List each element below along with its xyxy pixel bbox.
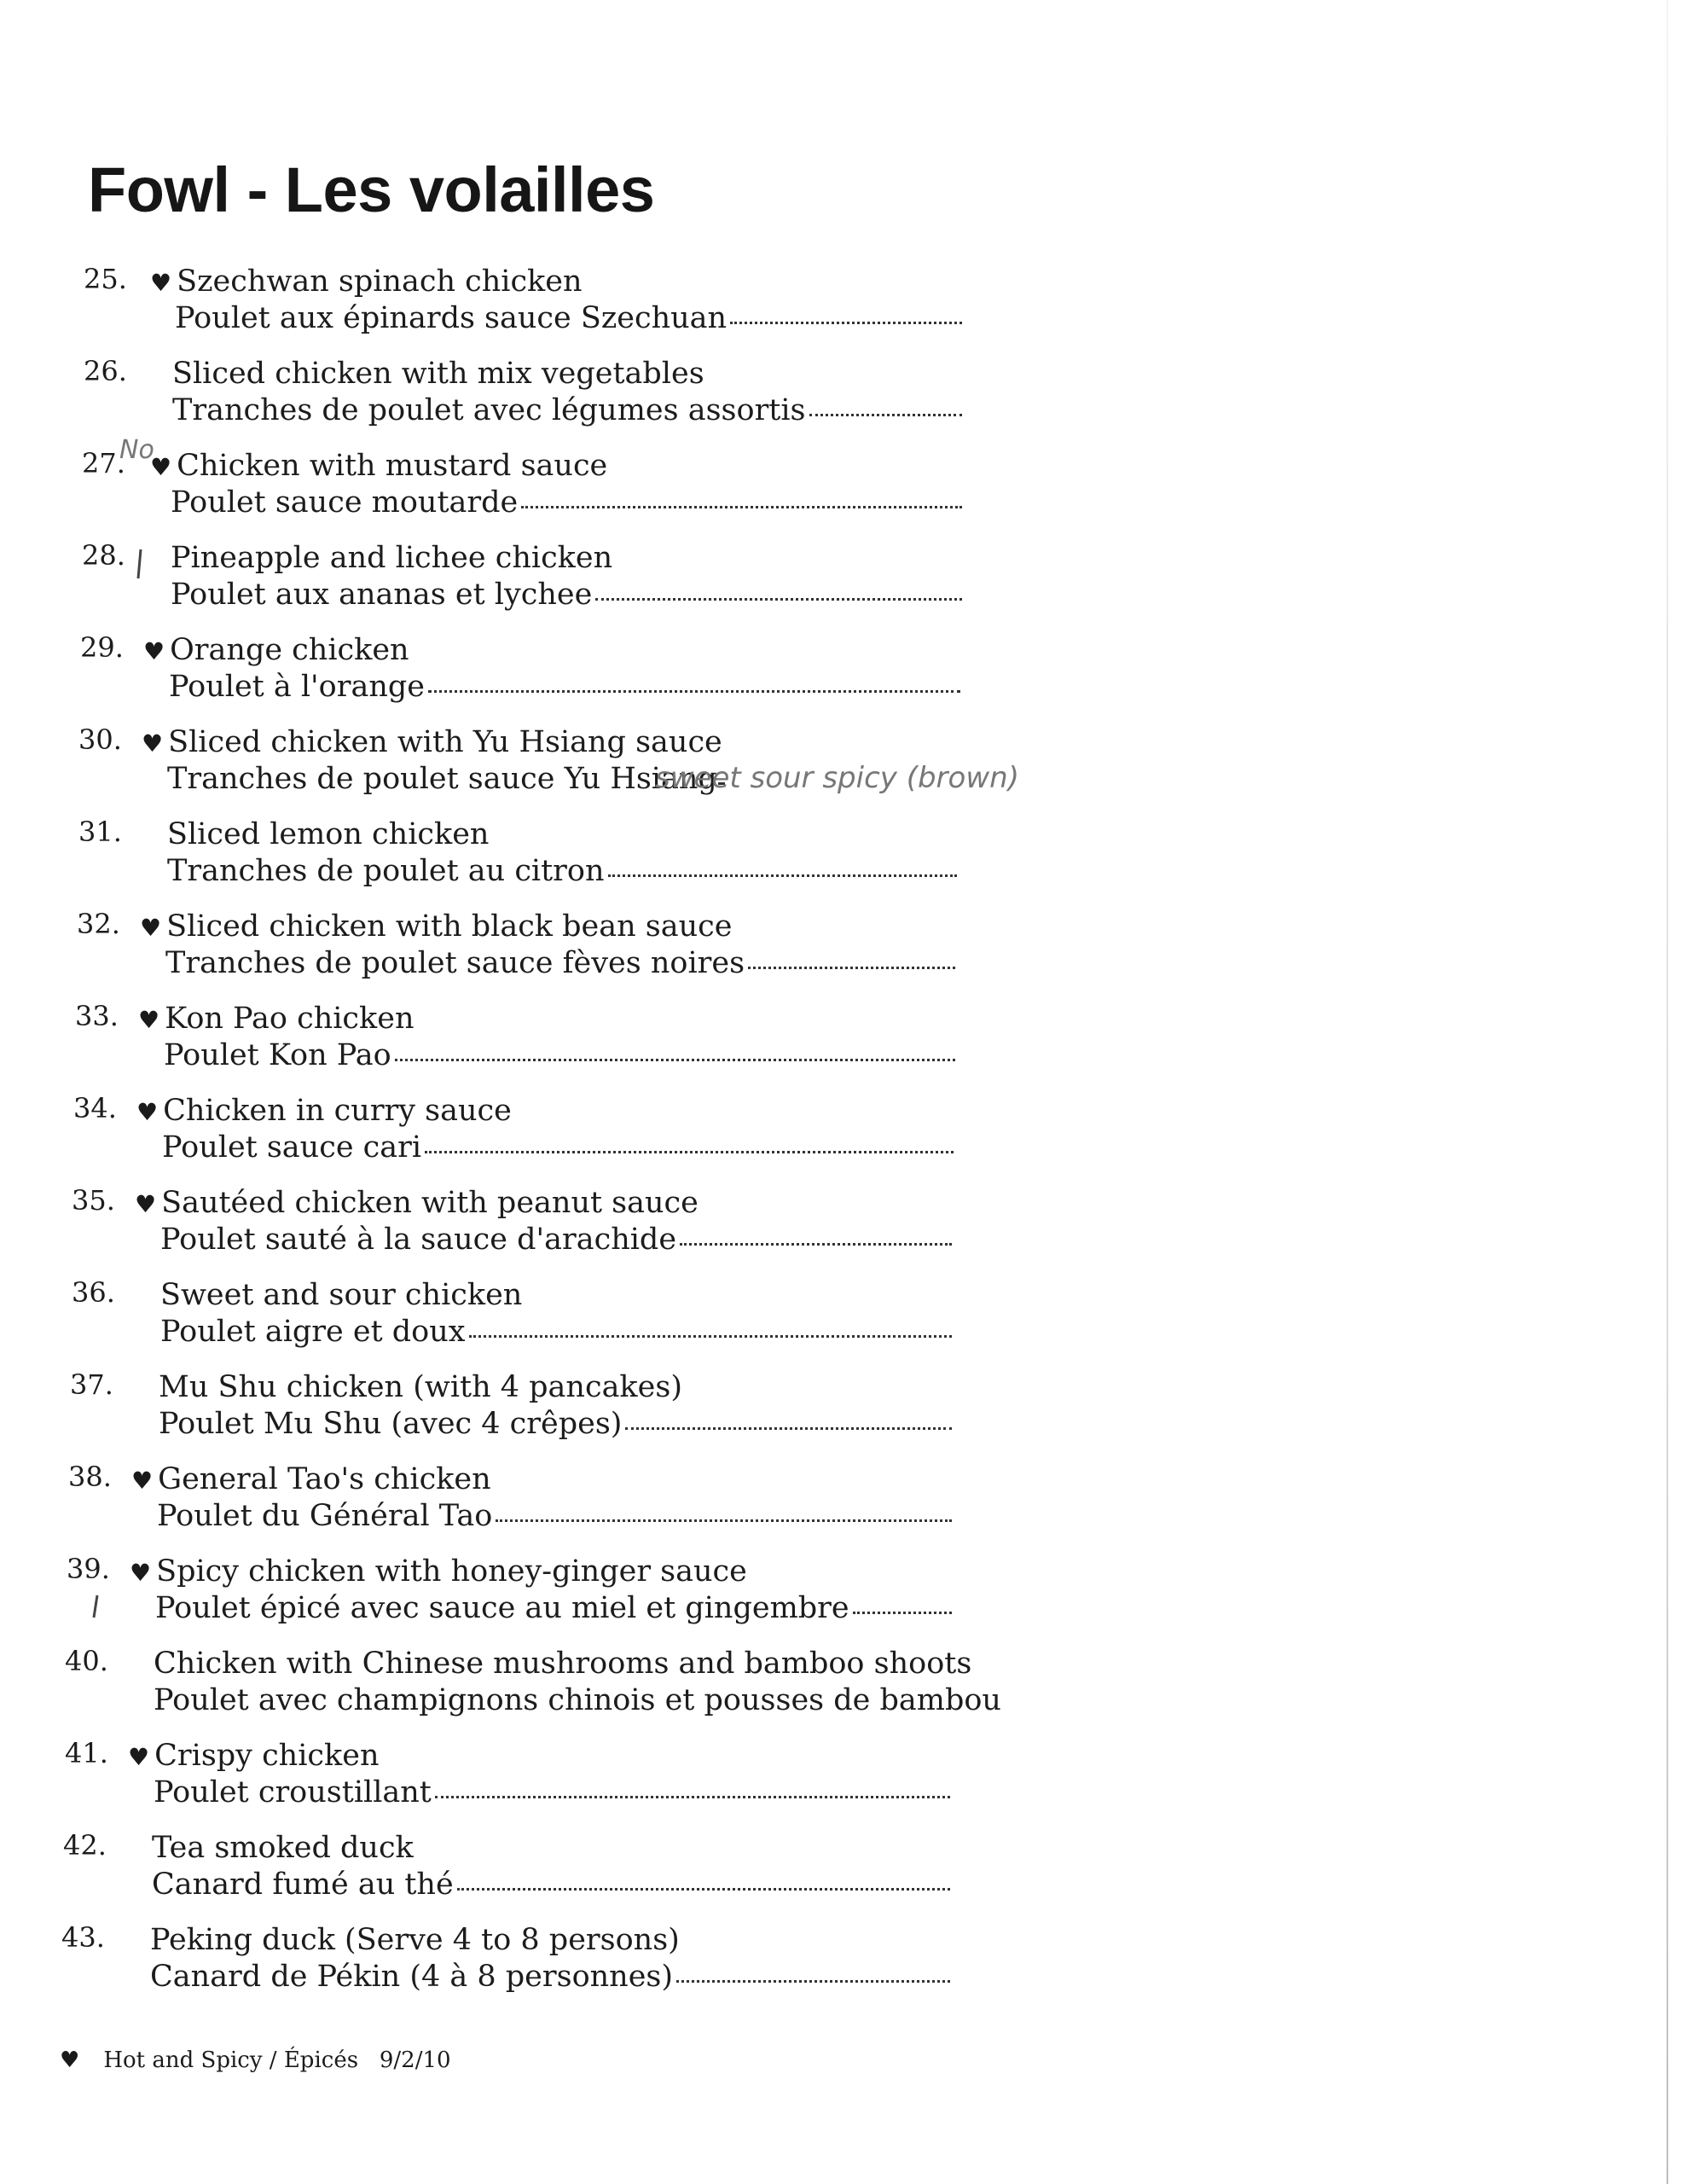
menu-item-34 — [73, 1085, 960, 1170]
menu-list — [0, 256, 1687, 2048]
item-name-en — [143, 633, 409, 667]
dot-leader — [748, 966, 955, 969]
item-name-en-text: Sautéed chicken with peanut sauce — [161, 1186, 699, 1220]
menu-item-40 — [65, 1638, 1001, 1723]
dot-leader — [680, 1242, 952, 1246]
menu-item-30 — [78, 717, 1085, 802]
dot-leader — [595, 597, 962, 601]
menu-item-35 — [72, 1177, 959, 1263]
dot-leader — [730, 321, 962, 324]
dot-leader — [496, 1519, 952, 1522]
item-number: 35. — [72, 1184, 115, 1217]
hot-and-spicy-icon: ♥ — [140, 914, 162, 942]
item-name-fr-line — [154, 1683, 1001, 1717]
item-number: 36. — [72, 1276, 115, 1309]
footer-legend-text: Hot and Spicy / Épicés — [103, 2048, 359, 2073]
dot-leader — [395, 1058, 955, 1061]
item-name-en-text: Peking duck (Serve 4 to 8 persons) — [150, 1923, 680, 1957]
item-name-fr-line — [152, 1867, 950, 1902]
item-name-fr-line — [171, 485, 962, 520]
item-name-en-text: General Tao's chicken — [158, 1462, 491, 1496]
menu-item-42 — [63, 1822, 950, 1908]
item-name-en-text: Pineapple and lichee chicken — [171, 541, 613, 575]
hot-and-spicy-icon: ♥ — [143, 637, 165, 665]
item-number: 33. — [75, 1000, 119, 1032]
menu-item-39 — [67, 1546, 954, 1631]
hot-and-spicy-icon: ♥ — [131, 1467, 154, 1495]
menu-item-28 — [82, 532, 969, 618]
handwritten-tick-mark — [135, 548, 145, 582]
item-name-en — [171, 541, 612, 575]
item-name-fr-line — [167, 762, 722, 796]
menu-item-32 — [77, 901, 964, 986]
item-name-en — [154, 1647, 971, 1681]
item-name-fr: Tranches de poulet sauce fèves noires — [165, 946, 745, 980]
dot-leader — [435, 1795, 950, 1798]
item-name-en — [128, 1739, 379, 1773]
dot-leader — [521, 505, 962, 508]
item-number: 37. — [70, 1368, 113, 1401]
menu-item-31 — [78, 809, 965, 894]
dot-leader — [425, 1150, 954, 1153]
item-name-fr-line — [155, 1591, 952, 1625]
item-name-fr-line — [164, 1038, 955, 1072]
item-name-en-text: Szechwan spinach chicken — [177, 264, 583, 299]
hot-and-spicy-icon: ♥ — [138, 1006, 160, 1034]
item-name-en — [160, 1278, 522, 1312]
item-name-en — [167, 817, 489, 851]
menu-item-43 — [61, 1914, 948, 2000]
item-number: 42. — [63, 1829, 107, 1862]
item-name-fr: Poulet aux ananas et lychee — [171, 578, 593, 612]
item-name-fr: Poulet sauce cari — [162, 1130, 422, 1165]
menu-item-41 — [65, 1730, 952, 1815]
item-name-fr: Poulet aux épinards sauce Szechuan — [175, 301, 728, 335]
item-name-fr: Tranches de poulet sauce Yu Hsiang — [167, 762, 717, 796]
item-name-fr: Poulet à l'orange — [169, 670, 425, 704]
item-name-en — [135, 1186, 699, 1220]
hot-and-spicy-icon: ♥ — [150, 269, 172, 297]
item-number: 43. — [61, 1921, 105, 1954]
item-name-en-text: Sweet and sour chicken — [160, 1278, 523, 1312]
item-name-fr: Poulet Mu Shu (avec 4 crêpes) — [159, 1407, 623, 1441]
item-name-en — [138, 1002, 415, 1036]
menu-item-25 — [84, 256, 971, 341]
hot-and-spicy-icon: ♥ — [142, 729, 164, 758]
item-number: 29. — [80, 631, 124, 664]
item-name-fr-line — [175, 301, 962, 335]
item-number: 26. — [84, 355, 127, 387]
menu-item-36 — [72, 1269, 959, 1355]
item-name-en-text: Spicy chicken with honey-ginger sauce — [156, 1554, 747, 1589]
item-name-en-text: Sliced chicken with black bean sauce — [166, 909, 733, 944]
item-name-fr-line — [162, 1130, 954, 1165]
item-name-fr-line — [160, 1223, 952, 1257]
page-title: Fowl - Les volailles — [88, 154, 655, 225]
dot-leader — [457, 1887, 950, 1891]
item-name-fr: Poulet sauté à la sauce d'arachide — [160, 1223, 677, 1257]
item-name-fr-line — [154, 1775, 950, 1809]
item-name-fr: Poulet croustillant — [154, 1775, 432, 1809]
item-name-en-text: Chicken with mustard sauce — [177, 449, 608, 483]
item-name-fr: Poulet du Général Tao — [157, 1499, 493, 1533]
item-name-fr: Poulet avec champignons chinois et pousses de bambou — [154, 1683, 1001, 1717]
item-name-fr: Poulet sauce moutarde — [171, 485, 519, 520]
item-name-fr-line — [159, 1407, 952, 1441]
item-number: 38. — [68, 1461, 112, 1493]
item-number: 27. — [82, 447, 125, 479]
item-name-fr-line — [150, 1960, 950, 1994]
item-name-fr: Poulet Kon Pao — [164, 1038, 391, 1072]
item-name-fr-line — [171, 578, 962, 612]
item-number: 30. — [78, 723, 122, 756]
item-name-en-text: Orange chicken — [170, 633, 409, 667]
dot-leader — [625, 1426, 952, 1430]
item-name-fr-line — [165, 946, 955, 980]
item-name-en-text: Sliced chicken with mix vegetables — [172, 357, 704, 391]
handwritten-note-sauce: sweet sour spicy (brown) — [655, 761, 1019, 795]
item-name-en — [131, 1462, 491, 1496]
item-name-en-text: Crispy chicken — [154, 1739, 380, 1773]
scan-edge-shadow — [1667, 0, 1668, 2184]
hot-and-spicy-icon: ♥ — [128, 1743, 150, 1771]
item-name-fr-line — [167, 854, 957, 888]
item-number: 34. — [73, 1092, 117, 1124]
item-name-en — [150, 264, 583, 299]
item-name-fr: Poulet aigre et doux — [160, 1315, 466, 1349]
dot-leader — [809, 413, 962, 416]
item-name-fr: Tranches de poulet avec légumes assortis — [172, 393, 806, 427]
footer-legend — [60, 2048, 451, 2073]
item-name-en — [140, 909, 732, 944]
item-name-en-text: Kon Pao chicken — [165, 1002, 415, 1036]
item-name-fr: Canard de Pékin (4 à 8 personnes) — [150, 1960, 674, 1994]
item-name-en — [159, 1370, 682, 1404]
item-number: 40. — [65, 1645, 108, 1677]
item-name-fr: Tranches de poulet au citron — [167, 854, 605, 888]
item-number: 39. — [67, 1553, 110, 1585]
dot-leader — [853, 1611, 952, 1614]
item-name-en-text: Mu Shu chicken (with 4 pancakes) — [159, 1370, 682, 1404]
menu-item-38 — [68, 1454, 955, 1539]
hot-and-spicy-icon: ♥ — [60, 2048, 80, 2073]
menu-item-27 — [82, 435, 969, 526]
menu-item-33 — [75, 993, 962, 1078]
footer-date: 9/2/10 — [379, 2048, 451, 2073]
menu-item-26 — [84, 348, 971, 433]
hot-and-spicy-icon: ♥ — [136, 1098, 159, 1126]
item-name-en — [142, 725, 722, 759]
item-name-fr: Canard fumé au thé — [152, 1867, 454, 1902]
menu-item-37 — [70, 1362, 957, 1447]
item-name-en — [172, 357, 704, 391]
item-name-fr-line — [157, 1499, 952, 1533]
handwritten-tick-mark — [90, 1594, 101, 1621]
hot-and-spicy-icon: ♥ — [135, 1190, 157, 1218]
item-name-en-text: Chicken with Chinese mushrooms and bamboo shoots — [154, 1647, 972, 1681]
item-name-en-text: Sliced lemon chicken — [167, 817, 490, 851]
item-name-fr-line — [160, 1315, 952, 1349]
item-number: 25. — [84, 263, 127, 295]
item-name-fr-line — [172, 393, 962, 427]
dot-leader — [469, 1334, 952, 1338]
dot-leader — [428, 689, 960, 693]
item-name-fr: Poulet épicé avec sauce au miel et gingembre — [155, 1591, 849, 1625]
hot-and-spicy-icon: ♥ — [130, 1559, 152, 1587]
item-name-en — [130, 1554, 747, 1589]
item-name-en-text: Tea smoked duck — [152, 1831, 414, 1865]
item-name-en-text: Chicken in curry sauce — [163, 1094, 512, 1128]
item-number: 32. — [77, 908, 120, 940]
hot-and-spicy-icon: ♥ — [150, 453, 172, 481]
menu-item-29 — [80, 624, 967, 710]
item-number: 28. — [82, 539, 125, 572]
item-name-en — [150, 1923, 680, 1957]
item-name-en — [152, 1831, 414, 1865]
item-number: 41. — [65, 1737, 108, 1769]
item-name-en — [150, 449, 607, 483]
dot-leader — [676, 1979, 950, 1983]
item-number: 31. — [78, 816, 122, 848]
item-name-fr-line — [169, 670, 960, 704]
handwritten-note-no: No — [119, 435, 154, 465]
dot-leader — [608, 874, 957, 877]
item-name-en-text: Sliced chicken with Yu Hsiang sauce — [168, 725, 722, 759]
item-name-en — [136, 1094, 512, 1128]
